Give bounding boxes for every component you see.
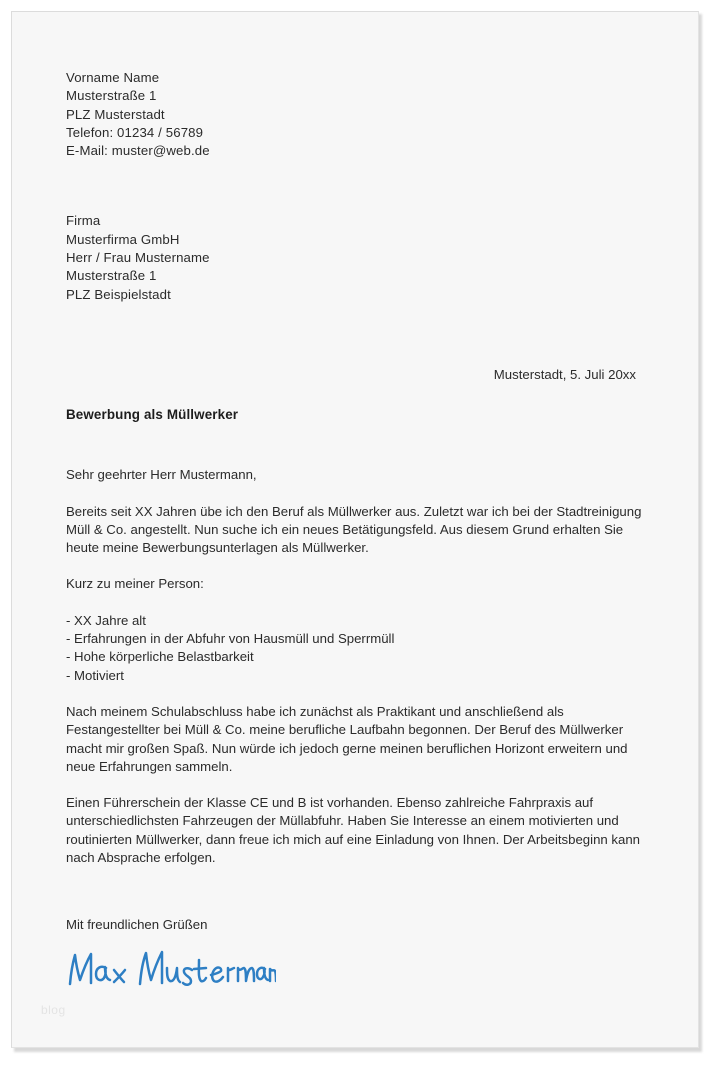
sender-line: Telefon: 01234 / 56789 xyxy=(66,124,204,140)
list-intro: Kurz zu meiner Person: xyxy=(66,576,204,592)
signature xyxy=(66,935,644,987)
recipient-line: Firma xyxy=(66,213,101,229)
recipient-address-block xyxy=(66,160,644,303)
letter-content xyxy=(66,69,644,987)
letter-page xyxy=(11,11,699,1048)
list-item: - Erfahrungen in der Abfuhr von Hausmüll und Sperrmüll xyxy=(66,631,395,647)
signature-icon xyxy=(66,946,276,994)
paragraph-closing: Einen Führerschein der Klasse CE und B ist vorhanden. Ebenso zahlreiche Fahrpraxis auf unterschiedlichsten Fahrzeugen der Müllabfuhr. Haben Sie Interesse an einem motivierten und routinierten Müllwerker, dann freue ich mich auf eine Einladung von Ihnen. Der Arbeitsbeginn kann nach Absprache erfolgen. xyxy=(66,795,641,866)
sender-line: Musterstraße 1 xyxy=(66,88,157,104)
recipient-line: Herr / Frau Mustername xyxy=(66,250,210,266)
recipient-line: PLZ Beispielstadt xyxy=(66,286,171,302)
sender-line: E-Mail: muster@web.de xyxy=(66,143,210,159)
salutation: Sehr geehrter Herr Mustermann, xyxy=(66,467,257,483)
letter-sheet xyxy=(12,12,698,1047)
date-line: Musterstadt, 5. Juli 20xx xyxy=(493,366,636,382)
recipient-line: Musterstraße 1 xyxy=(66,268,157,284)
personal-facts-list xyxy=(66,594,644,685)
recipient-line: Musterfirma GmbH xyxy=(66,231,180,247)
paragraph-intro: Bereits seit XX Jahren übe ich den Beruf als Müllwerker aus. Zuletzt war ich bei der Stadtreinigung Müll & Co. angestellt. Nun suche ich ein neues Betätigungsfeld. Aus diesem Grund erhalten Sie heute meine Bewerbungsunterlagen als Müllwerker. xyxy=(66,503,642,556)
sender-line: PLZ Musterstadt xyxy=(66,106,165,122)
list-item: - XX Jahre alt xyxy=(66,612,146,628)
sender-address-block xyxy=(66,69,644,160)
sender-line: Vorname Name xyxy=(66,70,160,85)
list-item: - Motiviert xyxy=(66,667,124,683)
subject-line: Bewerbung als Müllwerker xyxy=(66,407,239,423)
closing-salutation: Mit freundlichen Grüßen xyxy=(66,917,208,933)
list-item: - Hohe körperliche Belastbarkeit xyxy=(66,649,254,665)
paragraph-career: Nach meinem Schulabschluss habe ich zunächst als Praktikant und anschließend als Festangestellter bei Müll & Co. meine berufliche Laufbahn begonnen. Der Beruf des Müllwerker macht mir großen Spaß. Nun würde ich jedoch gerne meinen beruflichen Horizont erweitern und neue Erfahrungen sammeln. xyxy=(66,703,628,774)
watermark: blog xyxy=(41,1003,66,1017)
